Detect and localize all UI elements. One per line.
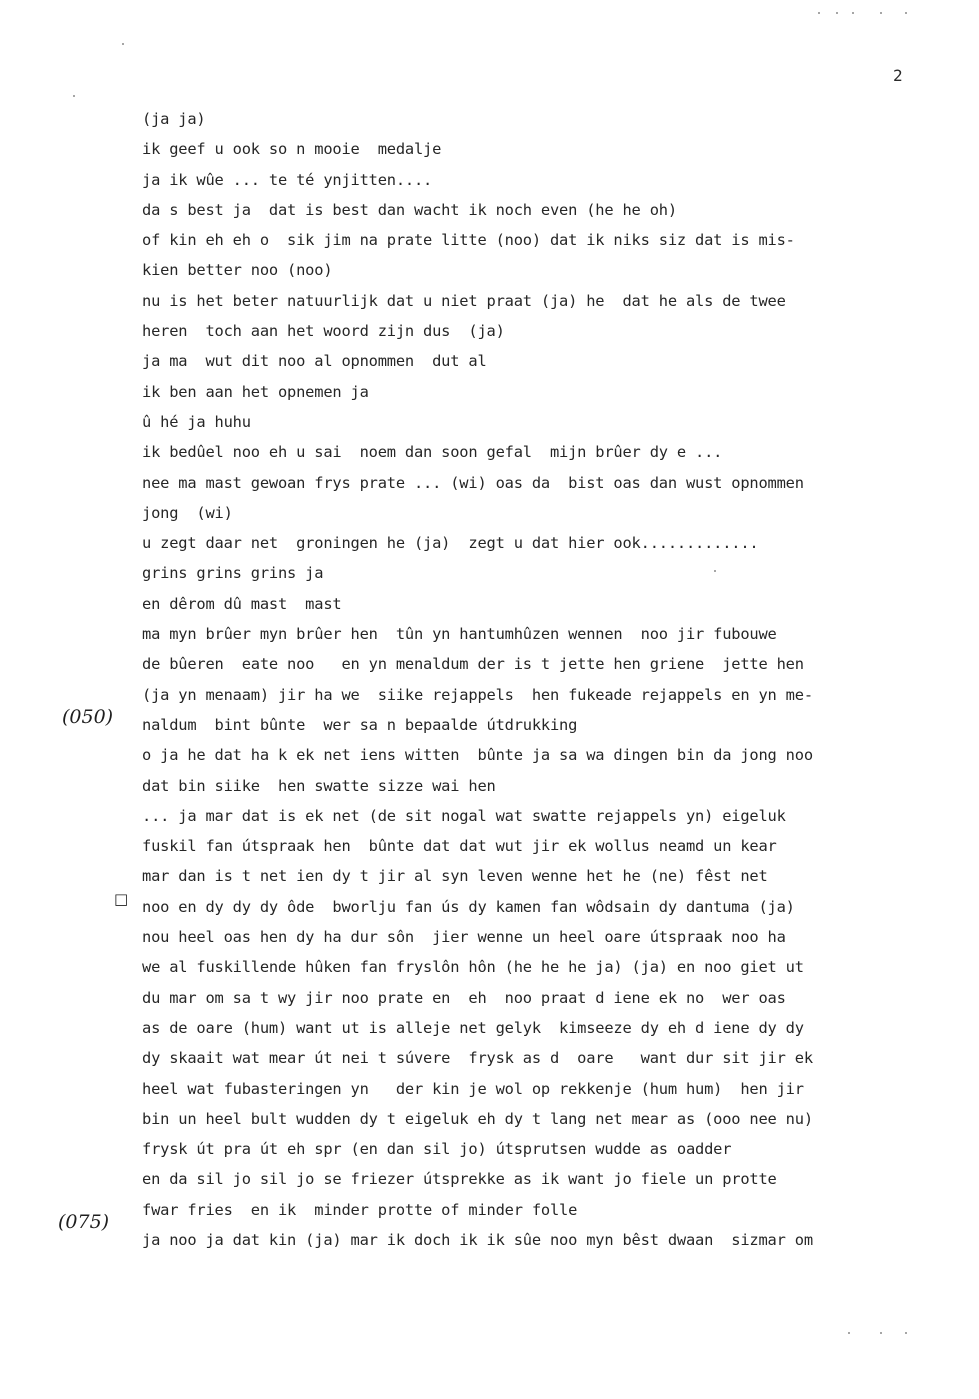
transcript-line: nu is het beter natuurlijk dat u niet praat (ja) he dat he als de twee <box>142 291 786 310</box>
transcript-line: grins grins grins ja <box>142 564 324 583</box>
transcript-line: frysk út pra út eh spr (en dan sil jo) útsprutsen wudde as oadder <box>142 1140 732 1159</box>
transcript-line: fuskil fan útspraak hen bûnte dat dat wut jir ek wollus neamd un kear <box>142 837 777 856</box>
transcript-line: we al fuskillende hûken fan fryslôn hôn (he he he ja) (ja) en noo giet ut <box>142 958 804 977</box>
transcript-line: ik geef u ook so n mooie medalje <box>142 140 442 159</box>
transcript-line: dat bin siike hen swatte sizze wai hen <box>142 776 496 795</box>
transcript-line: ... ja mar dat is ek net (de sit nogal wat swatte rejappels yn) eigeluk <box>142 806 786 825</box>
transcript-line: mar dan is t net ien dy t jir al syn leven wenne het he (ne) fêst net <box>142 867 768 886</box>
transcript-line: o ja he dat ha k ek net iens witten bûnte ja sa wa dingen bin da jong noo <box>142 746 813 765</box>
transcript-line: dy skaait wat mear út nei t súvere frysk as d oare want dur sit jir ek <box>142 1049 813 1068</box>
transcript-line: (ja ja) <box>142 110 206 128</box>
transcript-line: ik ben aan het opnemen ja <box>142 382 369 401</box>
transcript-line: noo en dy dy dy ôde bworlju fan ús dy kamen fan wôdsain dy dantuma (ja) <box>142 897 795 916</box>
transcript-line: as de oare (hum) want ut is alleje net gelyk kimseeze dy eh d iene dy dy <box>142 1018 804 1037</box>
transcript-line: jong (wi) <box>142 503 233 522</box>
transcript-line: nou heel oas hen dy ha dur sôn jier wenne un heel oare útspraak noo ha <box>142 928 786 947</box>
transcript-line: heren toch aan het woord zijn dus (ja) <box>142 322 505 341</box>
margin-note-050: (050) <box>62 706 114 728</box>
transcript-line: ja ik wûe ... te té ynjitten.... <box>142 170 433 189</box>
transcript-line: (ja yn menaam) jir ha we siike rejappels hen fukeade rejappels en yn me- <box>142 685 813 704</box>
transcript-line: ja noo ja dat kin (ja) mar ik doch ik ik sûe noo myn bêst dwaan sizmar om <box>142 1230 813 1249</box>
transcript-line: de bûeren eate noo en yn menaldum der is t jette hen griene jette hen <box>142 655 804 674</box>
transcript-line: heel wat fubasteringen yn der kin je wol op rekkenje (hum hum) hen jir <box>142 1079 804 1098</box>
transcript-line: ik bedûel noo eh u sai noem dan soon gefal mijn brûer dy e ... <box>142 443 723 462</box>
transcript-line: da s best ja dat is best dan wacht ik noch even (he he oh) <box>142 200 677 219</box>
transcript-line: en da sil jo sil jo se friezer útsprekke as ik want jo fiele un protte <box>142 1170 777 1189</box>
page-number: 2 <box>893 66 903 85</box>
transcript-line: nee ma mast gewoan frys prate ... (wi) oas da bist oas dan wust opnommen <box>142 473 804 492</box>
transcript-line: of kin eh eh o sik jim na prate litte (noo) dat ik niks siz dat is mis- <box>142 231 795 250</box>
transcript-line: kien better noo (noo) <box>142 261 333 280</box>
transcript-line: fwar fries en ik minder protte of minder folle <box>142 1200 578 1219</box>
margin-note-mark: □ <box>114 890 129 908</box>
transcript-line: û hé ja huhu <box>142 412 251 431</box>
transcript-line: naldum bint bûnte wer sa n bepaalde útdrukking <box>142 715 578 734</box>
transcript-line: en dêrom dû mast mast <box>142 594 342 613</box>
margin-note-075: (075) <box>58 1211 110 1233</box>
transcript-line: ja ma wut dit noo al opnommen dut al <box>142 352 487 371</box>
transcript-line: bin un heel bult wudden dy t eigeluk eh dy t lang net mear as (ooo nee nu) <box>142 1109 813 1128</box>
transcript-line: du mar om sa t wy jir noo prate en eh noo praat d iene ek no wer oas <box>142 988 786 1007</box>
transcript-line: ma myn brûer myn brûer hen tûn yn hantumhûzen wennen noo jir fubouwe <box>142 625 777 644</box>
transcript-line: u zegt daar net groningen he (ja) zegt u dat hier ook............. <box>142 534 759 553</box>
